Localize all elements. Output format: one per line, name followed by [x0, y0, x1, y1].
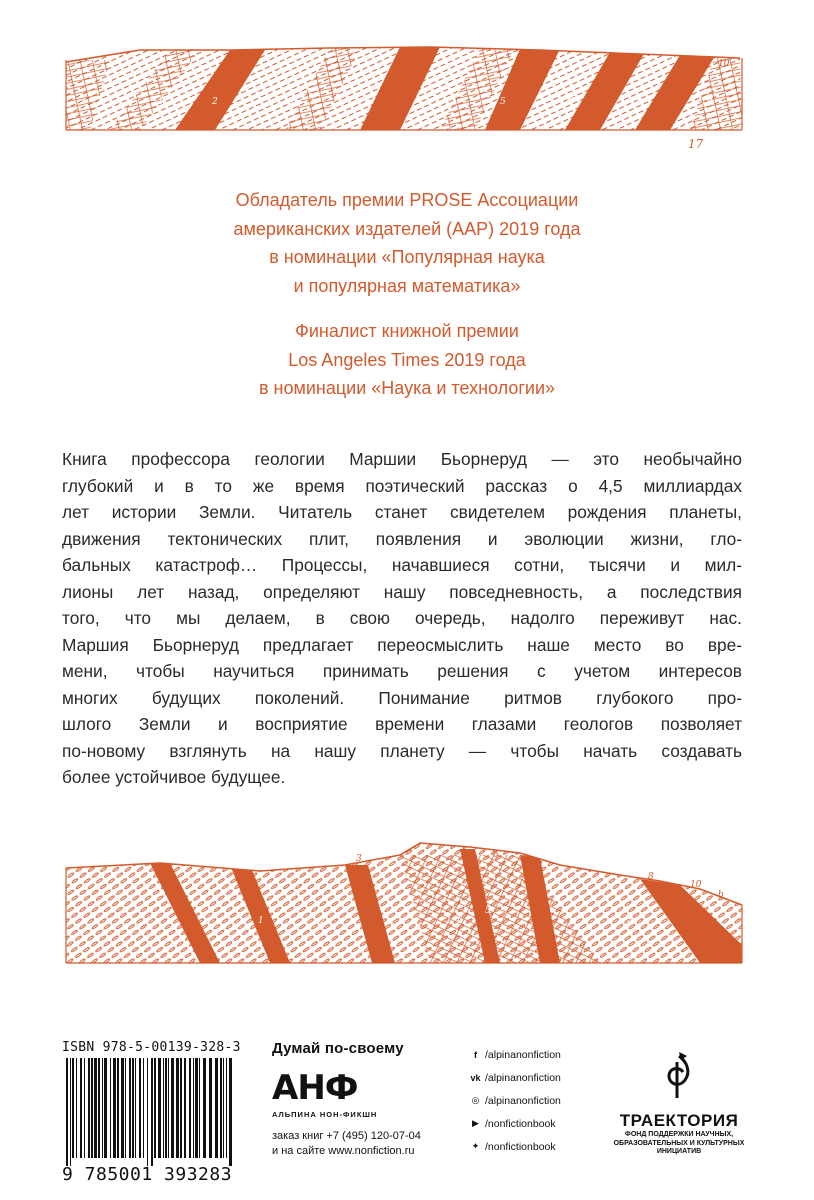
barcode-bar	[229, 1058, 232, 1166]
barcode-bar	[80, 1058, 82, 1158]
barcode-bar	[88, 1058, 90, 1158]
award-line: американских издателей (ААР) 2019 года	[233, 218, 581, 239]
social-handle: /alpinanonfiction	[485, 1094, 561, 1107]
trajectory-foundation	[604, 1052, 754, 1157]
barcode-bar	[195, 1058, 198, 1158]
award-line: Финалист книжной премии	[295, 321, 519, 341]
barcode-bar	[154, 1058, 156, 1158]
barcode-bar	[94, 1058, 97, 1158]
barcode-bar	[189, 1058, 191, 1158]
description-line: бальных катастроф… Процессы, начавшиеся сотни, тысячи и мил-	[62, 555, 742, 575]
social-handle: /alpinanonfiction	[485, 1048, 561, 1061]
barcode-bar	[76, 1058, 77, 1158]
award-line: в номинации «Популярная наука	[269, 247, 545, 267]
section-label: 2	[212, 97, 218, 107]
barcode-bar	[151, 1058, 153, 1166]
barcode-bar	[147, 1058, 148, 1166]
trajectory-subtitle: ФОНД ПОДДЕРЖКИ НАУЧНЫХ,	[624, 1131, 734, 1138]
section-label: 3	[288, 97, 294, 107]
youtube-icon: ▶	[472, 1118, 479, 1128]
barcode-bar	[132, 1058, 134, 1158]
barcode-bar	[70, 1058, 71, 1166]
barcode-bar	[91, 1058, 93, 1158]
award-line: и популярная математика»	[293, 275, 521, 296]
barcode-bar	[226, 1058, 227, 1158]
instagram-icon: ◎	[471, 1095, 480, 1105]
description-line: более устойчивое будущее.	[62, 767, 286, 787]
barcode-bar	[193, 1058, 194, 1158]
barcode-bar	[113, 1058, 116, 1158]
isbn: ISBN 978-5-00139-328-3	[62, 1040, 241, 1055]
barcode-bar	[163, 1058, 164, 1158]
section-label: 7	[568, 97, 574, 107]
svg-text:АНФ: АНФ	[272, 1071, 358, 1103]
barcode-bar	[180, 1058, 182, 1158]
plate-number: 17	[688, 137, 704, 151]
award-line: в номинации «Наука и технологии»	[258, 378, 556, 398]
trajectory-logo-icon	[657, 1052, 701, 1100]
description-line: лионы лет назад, определяют нашу повседневность, а последствия	[62, 581, 742, 602]
barcode-bar	[176, 1058, 179, 1158]
description-line: лет истории Земли. Читатель станет свидетелем рождения планеты,	[62, 502, 742, 522]
barcode-bar	[158, 1058, 161, 1158]
section-label: 4	[365, 97, 371, 107]
section-label: 5	[485, 906, 491, 916]
book-description	[62, 446, 742, 791]
section-label: 1	[258, 916, 264, 926]
section-label: 10	[690, 880, 702, 890]
section-label: b	[718, 890, 724, 900]
description-line: мени, чтобы научиться принимать решения с учетом интересов	[62, 661, 742, 681]
section-label: 8	[636, 97, 642, 107]
award-la-times	[0, 317, 814, 403]
section-label: 3	[356, 854, 362, 864]
publisher-logo	[272, 1071, 392, 1103]
section-label: 2	[320, 916, 326, 926]
barcode-bar	[121, 1058, 124, 1158]
social-handle: /alpinanonfiction	[485, 1071, 561, 1084]
section-label: 6	[493, 850, 499, 860]
social-handle: /nonfictionbook	[485, 1117, 556, 1130]
barcode-bar	[129, 1058, 131, 1158]
barcode-bar	[102, 1058, 103, 1158]
section-label: 5	[500, 97, 506, 107]
barcode-bar	[223, 1058, 224, 1158]
section-label: 1	[158, 97, 164, 107]
description-line: Маршия Бьорнеруд предлагает переосмыслить наше место во вре-	[62, 634, 742, 655]
barcode-bar	[139, 1058, 141, 1158]
publisher-block	[272, 1040, 452, 1159]
award-prose	[0, 186, 814, 300]
section-label: 7	[625, 918, 631, 928]
barcode-bar	[117, 1058, 119, 1158]
social-handle: /nonfictionbook	[485, 1140, 556, 1153]
barcode-bar	[143, 1058, 144, 1158]
award-line: Обладатель премии PROSE Ассоциации	[235, 190, 579, 210]
order-website[interactable]: и на сайте www.nonfiction.ru	[272, 1145, 415, 1157]
barcode-bar	[199, 1058, 200, 1158]
geological-section-top	[0, 30, 814, 160]
barcode-bar	[104, 1058, 107, 1158]
publisher-slogan: Думай по-своему	[272, 1040, 404, 1057]
trajectory-subtitle: ОБРАЗОВАТЕЛЬНЫХ И КУЛЬТУРНЫХ	[613, 1139, 745, 1147]
twitter-icon: ✦	[471, 1141, 480, 1151]
barcode-bar	[220, 1058, 222, 1158]
barcode-bar	[84, 1058, 85, 1158]
barcode	[62, 1058, 238, 1166]
barcode-bar	[184, 1058, 186, 1158]
barcode-bar	[125, 1058, 126, 1158]
description-line: по-новому взглянуть на нашу планету — чтобы начать создавать	[62, 740, 742, 761]
barcode-bar	[168, 1058, 169, 1158]
barcode-bar	[72, 1058, 74, 1158]
description-line: Книга профессора геологии Маршии Бьорнеруд — это необычайно	[62, 449, 742, 469]
section-label: 4	[455, 916, 461, 926]
barcode-bar	[66, 1058, 68, 1166]
section-label: 8	[648, 872, 654, 882]
barcode-bar	[98, 1058, 100, 1158]
description-line: глубокий и в то же время поэтический рассказ о 4,5 миллиардах	[62, 475, 742, 496]
barcode-bar	[135, 1058, 136, 1158]
publisher-name: АЛЬПИНА НОН-ФИКШН	[272, 1110, 378, 1119]
description-line: того, что мы делаем, в свою очередь, надолго переживут нас.	[62, 608, 742, 628]
barcode-bar	[110, 1058, 111, 1158]
trajectory-subtitle: ИНИЦИАТИВ	[656, 1148, 702, 1155]
facebook-icon: f	[474, 1049, 477, 1060]
barcode-block	[62, 1040, 242, 1185]
vk-icon: vk	[470, 1072, 481, 1083]
section-label: 9	[707, 97, 713, 107]
barcode-bar	[165, 1058, 167, 1158]
barcode-bar	[203, 1058, 206, 1158]
order-phone: заказ книг +7 (495) 120-07-04	[272, 1130, 421, 1142]
geological-section-bottom	[0, 835, 814, 975]
award-line: Los Angeles Times 2019 года	[288, 349, 526, 370]
barcode-bar	[215, 1058, 218, 1158]
barcode-digits: 9 785001 393283	[62, 1164, 233, 1185]
description-line: многих будущих поколений. Понимание ритмов глубокого про-	[62, 687, 742, 708]
trajectory-title: ТРАЕКТОРИЯ	[619, 1111, 739, 1130]
barcode-bar	[209, 1058, 212, 1158]
description-line: шлого Земли и восприятие времени глазами геологов позволяет	[62, 714, 742, 734]
barcode-bar	[171, 1058, 174, 1158]
description-line: движения тектонических плит, появления и эволюции жизни, гло-	[62, 528, 742, 549]
section-label: 10	[718, 59, 730, 69]
